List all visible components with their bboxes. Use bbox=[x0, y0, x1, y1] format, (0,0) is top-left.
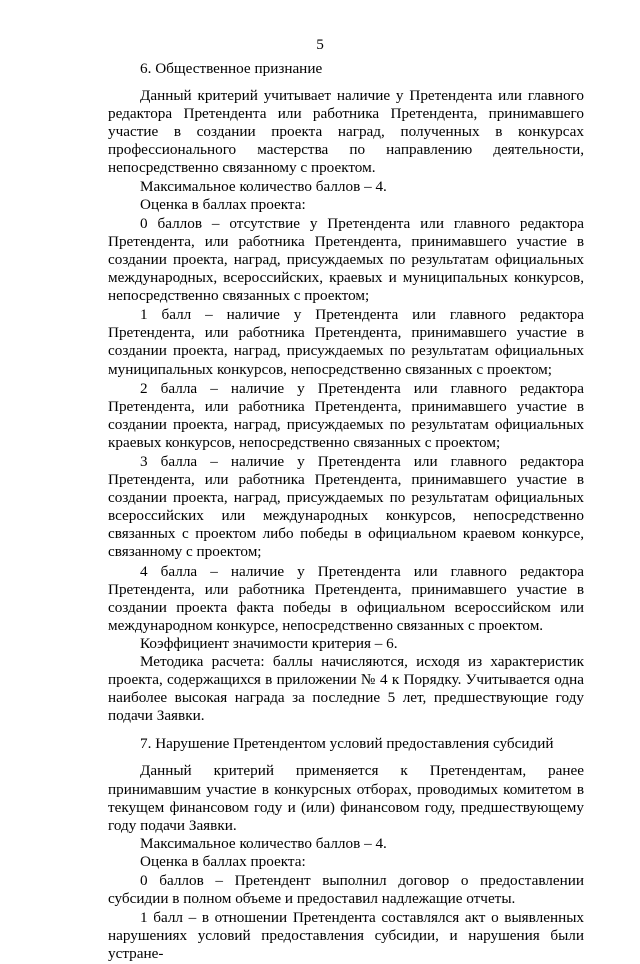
paragraph: Данный критерий применяется к Претендентам, ранее принимавшим участие в конкурсных отборах, проводимых комитетом в текущем финансовом году и (или) финансовом году, предшествующему году подачи Заявки. bbox=[108, 762, 584, 834]
scoring-item: 2 балла – наличие у Претендента или главного редактора Претендента, или работника Претендента, принимавшего участие в создании проекта, наград, присуждаемых по результатам официальных краевых конкурсов, непосредственно связанных с проектом; bbox=[108, 379, 584, 451]
max-points: Максимальное количество баллов – 4. bbox=[140, 834, 387, 852]
scoring-item: 1 балл – в отношении Претендента составлялся акт о выявленных нарушениях условий предоставления субсидии, и нарушения были устране- bbox=[108, 909, 584, 963]
page-number: 5 bbox=[316, 36, 324, 53]
scoring-label: Оценка в баллах проекта: bbox=[140, 195, 306, 213]
section-heading: 7. Нарушение Претендентом условий предоставления субсидий bbox=[140, 735, 554, 753]
scoring-item: 1 балл – наличие у Претендента или главного редактора Претендента, или работника Претендента, принимавшего участие в создании проекта, наград, присуждаемых по результатам официальных муниципальных конкурсов, непосредственно связанных с проектом; bbox=[108, 306, 584, 378]
scoring-label: Оценка в баллах проекта: bbox=[140, 852, 306, 870]
paragraph: Методика расчета: баллы начисляются, исходя из характеристик проекта, содержащихся в приложении № 4 к Порядку. Учитывается одна наиболее высокая награда за последние 5 лет, предшествующие году подачи Заявки. bbox=[108, 653, 584, 725]
scoring-item: 0 баллов – отсутствие у Претендента или главного редактора Претендента, или работника Претендента, принимавшего участие в создании проекта, наград, присуждаемых по результатам официальных международных, всероссийских, краевых и муниципальных конкурсов, непосредственно связанных с проектом; bbox=[108, 214, 584, 305]
coefficient: Коэффициент значимости критерия – 6. bbox=[140, 634, 398, 652]
max-points: Максимальное количество баллов – 4. bbox=[140, 177, 387, 195]
section-heading: 6. Общественное признание bbox=[140, 60, 323, 77]
paragraph: Данный критерий учитывает наличие у Претендента или главного редактора Претендента или работника Претендента, принимавшего участие в создании проекта наград, полученных в конкурсах профессионального мастерства по направлению деятельности, непосредственно связанному с проектом. bbox=[108, 87, 584, 177]
scoring-item: 0 баллов – Претендент выполнил договор о предоставлении субсидии в полном объеме и предоставил надлежащие отчеты. bbox=[108, 872, 584, 908]
scoring-item: 4 балла – наличие у Претендента или главного редактора Претендента, или работника Претендента, принимавшего участие в создании проекта факта победы в официальном всероссийском или международном конкурсе, непосредственно связанных с проектом. bbox=[108, 562, 584, 634]
scoring-item: 3 балла – наличие у Претендента или главного редактора Претендента, или работника Претендента, принимавшего участие в создании проекта, наград, присуждаемых по результатам официальных всероссийских или международных конкурсов, непосредственно связанных с проектом либо победы в официальном краевом конкурсе, связанному с проектом; bbox=[108, 452, 584, 561]
page-body bbox=[108, 60, 584, 964]
